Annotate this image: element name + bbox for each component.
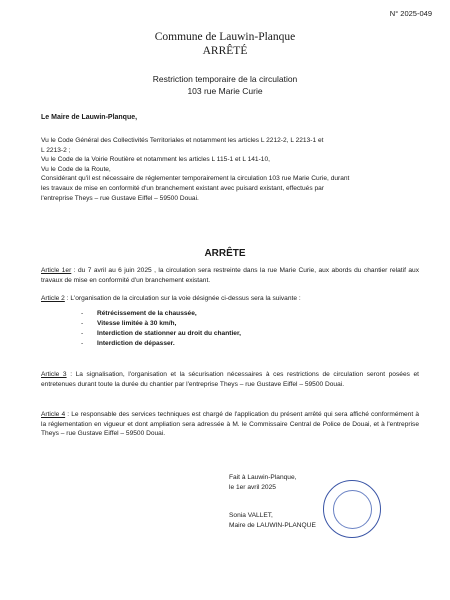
signature-block <box>229 473 316 530</box>
official-stamp <box>323 480 381 538</box>
visa-line: Vu le Code Général des Collectivités Territoriales et notamment les articles L 2212-2, L 2213-1 et <box>41 137 324 144</box>
visa-line: Considérant qu'il est nécessaire de réglementer temporairement la circulation 103 rue Marie Curie, durant <box>41 175 350 183</box>
subject-line-2: 103 rue Marie Curie <box>187 86 263 96</box>
visas-block <box>41 136 419 203</box>
signatory-title: Maire de LAUWIN-PLANQUE <box>229 521 316 529</box>
article-4-label: Article 4 <box>41 411 66 418</box>
article-4-text: : Le responsable des services techniques est chargé de l'application du présent arrêté qui sera affiché conformément à la réglementation en vigueur et dont ampliation sera adressée à M. le Commissaire Central de Police de Douai, et à l'entreprise Theys – rue Gustave Eiffel – 59500 Douai. <box>41 411 419 438</box>
article-1-label: Article 1er <box>41 267 72 274</box>
article-1-text: : du 7 avril au 6 juin 2025 , la circulation sera restreinte dans la rue Marie Curie, aux abords du chantier relatif aux travaux de mise en conformité d'un branchement existant. <box>41 267 419 284</box>
article-2-label: Article 2 <box>41 295 65 302</box>
list-item: - Interdiction de dépasser. <box>81 340 175 347</box>
article-1 <box>41 266 419 285</box>
document-type: ARRÊTÉ <box>202 45 248 57</box>
article-2-text: : L'organisation de la circulation sur la voie désignée ci-dessus sera la suivante : <box>64 295 301 302</box>
visa-line: L 2213-2 ; <box>41 146 71 154</box>
dash-icon: - <box>81 340 84 347</box>
visa-line: Vu le Code de la Route, <box>41 165 111 173</box>
list-item: - Rétrécissement de la chaussée, <box>81 310 197 317</box>
visa-line: l'entreprise Theys – rue Gustave Eiffel – 59500 Douai. <box>41 194 199 202</box>
visa-line: les travaux de mise en conformité d'un branchement existant avec puisard existant, effectués par <box>41 184 324 192</box>
visa-line: Vu le Code de la Voirie Routière et notamment les articles L 115-1 et L 141-10, <box>41 156 270 164</box>
article-4 <box>41 410 419 439</box>
article-2-list <box>81 309 381 349</box>
dash-icon: - <box>81 320 84 327</box>
document-header <box>0 30 450 58</box>
subject-line-1: Restriction temporaire de la circulation <box>152 74 298 84</box>
commune-name: Commune de Lauwin-Planque <box>154 31 296 43</box>
signature-place: Fait à Lauwin-Planque, <box>229 474 297 481</box>
article-2 <box>41 294 419 304</box>
stamp-inner-ring <box>333 490 372 529</box>
signature-date: le 1er avril 2025 <box>229 483 276 491</box>
mayor-line: Le Maire de Lauwin-Planque, <box>41 114 138 121</box>
article-3-text: : La signalisation, l'organisation et la sécurisation nécessaires à ces restrictions de circulation seront posées et entretenues durant toute la durée du chantier par l'entreprise Theys – rue Gustave Eiffel – 59500 Douai. <box>41 371 419 388</box>
dash-icon: - <box>81 310 84 317</box>
document-subject <box>0 73 450 97</box>
signatory-name: Sonia VALLET, <box>229 512 273 519</box>
document-number: N° 2025-049 <box>389 9 432 18</box>
article-3 <box>41 370 419 389</box>
arrete-heading: ARRÊTE <box>204 248 246 259</box>
list-item: - Interdiction de stationner au droit du chantier, <box>81 330 241 337</box>
dash-icon: - <box>81 330 84 337</box>
article-3-label: Article 3 <box>41 371 67 378</box>
list-item: - Vitesse limitée à 30 km/h, <box>81 320 177 327</box>
